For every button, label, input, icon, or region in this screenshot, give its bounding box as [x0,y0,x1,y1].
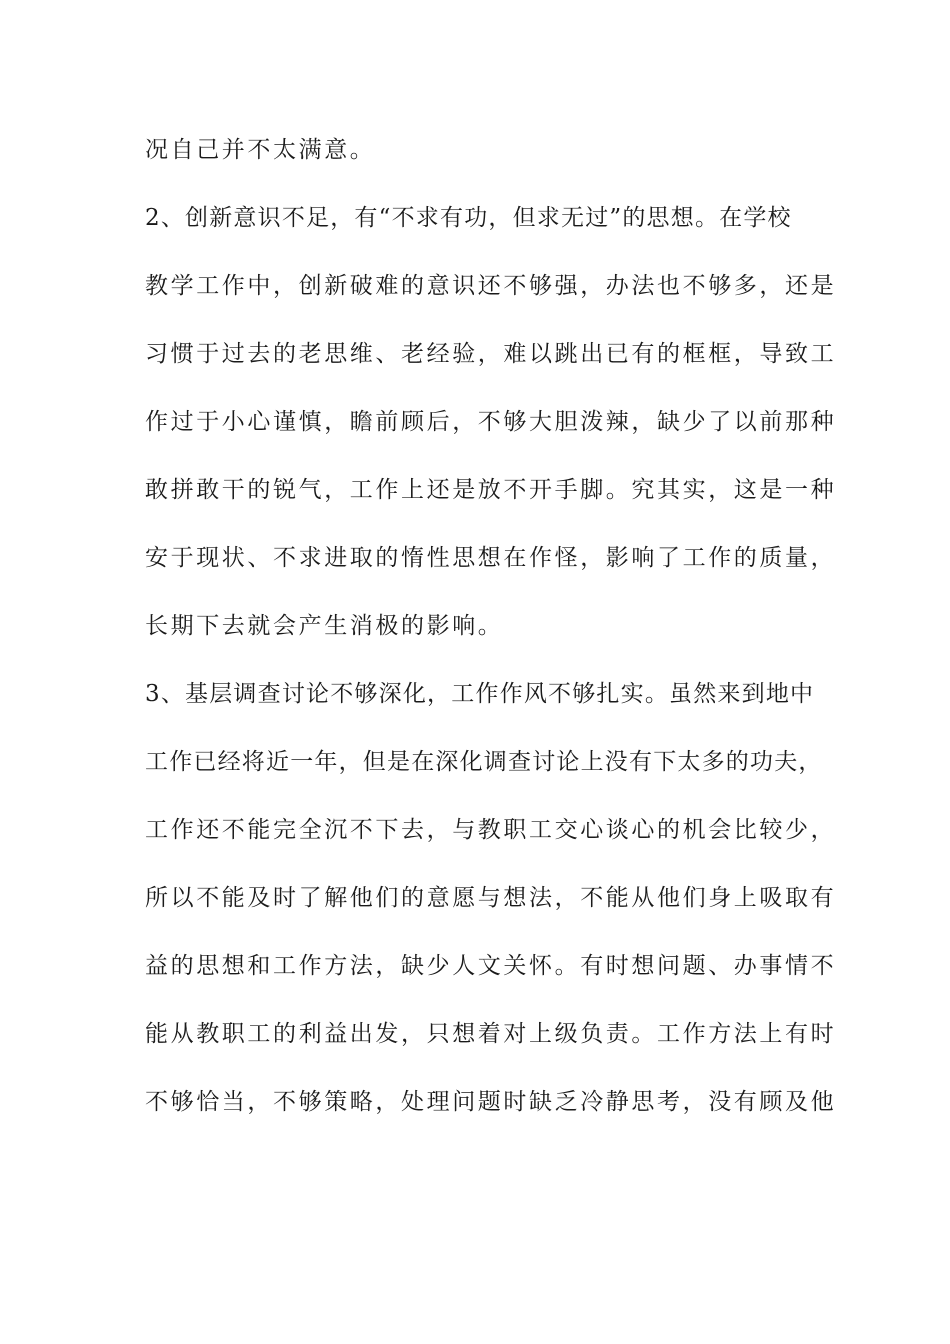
text-line-5: 作过于小心谨慎，瞻前顾后，不够大胆泼辣，缺少了以前那种 [145,409,837,435]
text-line-12: 所以不能及时了解他们的意愿与想法，不能从他们身上吸取有 [145,885,837,911]
text-line-1: 况自己并不太满意。 [145,137,376,163]
text-line-10: 工作已经将近一年，但是在深化调查讨论上没有下太多的功夫， [145,749,823,775]
text-line-2: 2、创新意识不足，有“不求有功，但求无过”的思想。在学校 [145,205,792,231]
text-line-7: 安于现状、不求进取的惰性思想在作怪，影响了工作的质量， [145,545,837,571]
body-text [145,128,837,1148]
text-line-15: 不够恰当，不够策略，处理问题时缺乏冷静思考，没有顾及他 [145,1089,837,1115]
text-line-11: 工作还不能完全沉不下去，与教职工交心谈心的机会比较少， [145,817,837,843]
text-line-9: 3、基层调查讨论不够深化，工作作风不够扎实。虽然来到地中 [145,681,815,707]
text-line-6: 敢拼敢干的锐气，工作上还是放不开手脚。究其实，这是一种 [145,477,837,503]
text-line-4: 习惯于过去的老思维、老经验，难以跳出已有的框框，导致工 [145,341,837,367]
text-line-13: 益的思想和工作方法，缺少人文关怀。有时想问题、办事情不 [145,953,837,979]
text-line-3: 教学工作中，创新破难的意识还不够强，办法也不够多，还是 [145,273,837,299]
text-line-8: 长期下去就会产生消极的影响。 [145,613,504,639]
text-line-14: 能从教职工的利益出发，只想着对上级负责。工作方法上有时 [145,1021,837,1047]
